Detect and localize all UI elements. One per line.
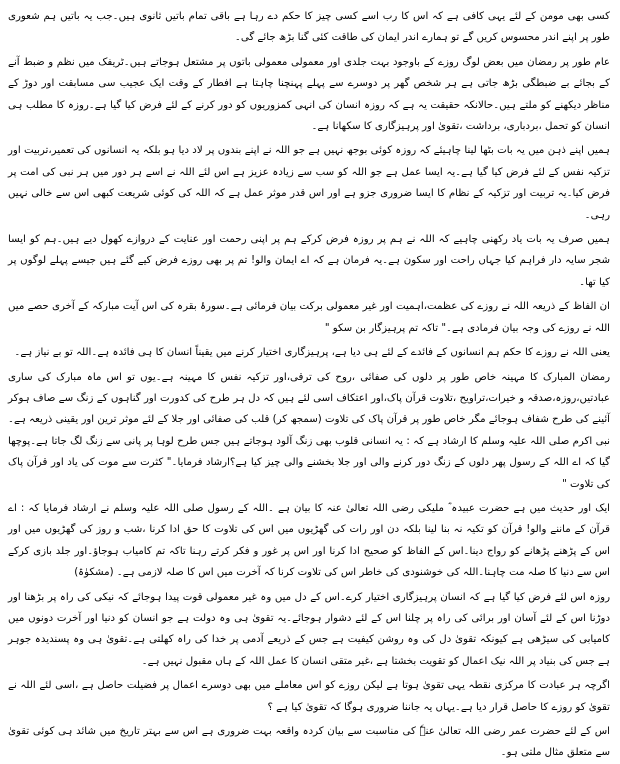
paragraph: اس کے لئے حضرت عمر رضی اللہ تعالیٰ عنہٗ کی مناسبت سے بیان کردہ واقعہ بہت ضروری ہے اس سے بہتر تاریخ میں شائد ہی کوئی تقویٰ سے متعلق مثال ملتی ہو۔ bbox=[8, 726, 610, 759]
paragraph: رمضان المبارک کا مہینہ خاص طور پر دلوں کی صفائی ،روح کی ترقی،اور تزکیہ نفس کا مہینہ ہے۔یوں تو اس ماہ مبارک کی ساری عبادتیں،روزہ،صدقہ و خیرات،تراویح ،تلاوت قرآن پاک،اور اعتکاف اسی لئے ہیں کہ دل ہر طرح کی کدورت اور گناہوں کے زنگ سے صاف ہوکر آئینے کی طرح شفاف ہوجائے مگر خاص طور پر قرآن پاک کی تلاوت (سمجھ کر) قلب کی صفائی اور جلا کے لئے موثر ترین اور یقینی ذریعہ ہے۔نبی اکرم صلی اللہ علیہ وسلم کا ارشاد ہے کہ : یہ انسانی قلوب بھی زنگ آلود ہوجاتے ہیں جس طرح لوہا پر پانی سے زنگ لگ جاتا ہے۔پوچھا گیا کہ اے اللہ کے رسول پھر دلوں کے زنگ دور کرنے والی اور جلا بخشنے والی چیز کیا ہے؟ارشاد فرمایا۔" کثرت سے موت کی یاد اور قرآن پاک کی تلاوت " bbox=[8, 371, 610, 490]
paragraph: اگرچہ ہر عبادت کا مرکزی نقطہ یہی تقویٰ ہوتا ہے لیکن روزے کو اس معاملے میں بھی دوسرے اعمال پر فضیلت حاصل ہے ،اسی لئے اللہ نے تقویٰ کو روزے کا حاصل قرار دیا ہے۔یہاں یہ جاننا ضروری ہوگا کہ تقویٰ کیا ہے ؟ bbox=[8, 680, 610, 713]
paragraph: روزہ اس لئے فرض کیا گیا ہے کہ انسان پرہیزگاری اختیار کرے۔اس کے دل میں وہ غیر معمولی قوت پیدا ہوجائے کہ نیکی کی راہ پر بڑھنا اور دوڑنا اس کے لئے آسان اور برائی کی راہ پر چلنا اس کے لئے دشوار ہوجائے۔یہ تقویٰ ہی وہ دولت ہے جو انسان کو دنیا اور آخرت دونوں میں کامیابی کی سیڑھی ہے کیونکہ تقویٰ دل کی وہ روشن کیفیت ہے جس کے ذریعے آدمی پر خدا کی راہ کھلتی ہے۔تقویٰ ہی وہ پسندیدہ جوہر ہے جس کی بنیاد پر اللہ نیک اعمال کو تقویت بخشتا ہے ،غیر متقی انسان کا عمل اللہ کے ہاں مقبول نہیں ہے۔ bbox=[8, 591, 610, 667]
paragraph: ہمیں صرف یہ بات یاد رکھنی چاہیے کہ اللہ نے ہم پر روزہ فرض کرکے ہم پر اپنی رحمت اور عنایت کے دروازے کھول دیے ہیں۔ہم کو ایسا شجر سایہ دار فراہم کیا جہاں راحت اور سکون ہے۔یہ فرمان ہے کہ اے ایمان والو! تم پر بھی روزے فرض کیے گئے ہیں جیسے پہلے لوگوں پر کیا تھا۔ bbox=[8, 234, 610, 288]
paragraph: ہمیں اپنے ذہن میں یہ بات بٹھا لینا چاہیئے کہ روزہ کوئی بوجھ نہیں ہے جو اللہ نے اپنے بندوں پر لاد دیا ہو بلکہ یہ انسانوں کی تعمیر،تربیت اور تزکیہ نفس کے لئے فرض کیا گیا ہے۔یہ ایسا عمل ہے جو اللہ کو سب سے زیادہ عزیز ہے اس لئے اللہ نے اسے ہر دور میں ہر نبی کی امت پر فرض کیا۔یہ تربیت اور تزکیہ کے نظام کا ایسا ضروری جزو ہے اور اس قدر موثر عمل ہے کہ اللہ کی کوئی شریعت کبھی اس سے خالی نہیں رہی۔ bbox=[8, 145, 610, 221]
paragraph: ایک اور حدیث میں ہے حضرت عبیدہ ؓ ملیکی رضی اللہ تعالیٰ عنہ کا بیان ہے ۔اللہ کے رسول صلی اللہ علیہ وسلم نے ارشاد فرمایا کہ : اے قرآن کے ماننے والو! قرآن کو تکیہ نہ بنا لینا بلکہ دن اور رات کی گھڑیوں میں اس کی تلاوت کا حق ادا کرنا ،شب و روز کی گھڑیوں میں اور اس کے پڑھنے پڑھانے کو رواج دینا۔اس کے الفاظ کو صحیح ادا کرنا اور اس پر غور و فکر کرتے رہنا تاکہ تم کامیاب ہوجاؤ۔اور جلد بازی کرکے اس سے دنیا کا صلہ مت چاہنا۔اللہ کی خوشنودی کی خاطر اس کی تلاوت کرنا کہ آخرت میں اس کا صلہ لازمی ہے۔ (مشکوٰۃ) bbox=[8, 502, 610, 579]
paragraph: عام طور پر رمضان میں بعض لوگ روزے کے باوجود بہت جلدی اور معمولی معمولی باتوں پر مشتعل ہوجاتے ہیں۔ٹریفک میں نظم و ضبط آنے کے بجائے بے ضبطگی بڑھ جاتی ہے ہر شخص گھر پر دوسرے سے پہلے پہنچنا چاہتا ہے افطار کے وقت ایک عجیب سی مسابقت اور دوڑ کے مناظر دیکھنے کو ملتے ہیں۔حالانکہ حقیقت یہ ہے کہ روزہ انسان کی انہی کمزوریوں کو دور کرنے کے لئے فرض کیا گیا ہے۔روزہ کا مطلب ہی انسان کو تحمل ،بردباری، برداشت ،تقویٰ اور پرہیزگاری کا سکھانا ہے۔ bbox=[8, 56, 610, 133]
paragraph: ان الفاظ کے ذریعہ اللہ نے روزے کی عظمت،اہمیت اور غیر معمولی برکت بیان فرمائی ہے۔سورۂ بقرہ کی اس آیت مبارکہ کے آخری حصے میں اللہ نے روزے کی وجہ بیان فرمادی ہے۔" تاکہ تم پرہیزگار بن سکو " bbox=[8, 301, 610, 334]
paragraph: یعنی اللہ نے روزے کا حکم ہم انسانوں کے فائدے کے لئے ہی دیا ہے، پرہیزگاری اختیار کرنے میں یقیناً انسان کا ہی فائدہ ہے۔اللہ تو بے نیاز ہے۔ bbox=[14, 347, 610, 359]
paragraph: کسی بھی مومن کے لئے یہی کافی ہے کہ اس کا رب اسے کسی چیز کا حکم دے رہا ہے باقی تمام باتیں ثانوی ہیں۔جب یہ باتیں ہم شعوری طور پر اپنے اندر محسوس کریں گے تو ہمارے اندر ایمان کی طاقت کئی گنا بڑھ جائے گی۔ bbox=[8, 11, 610, 44]
